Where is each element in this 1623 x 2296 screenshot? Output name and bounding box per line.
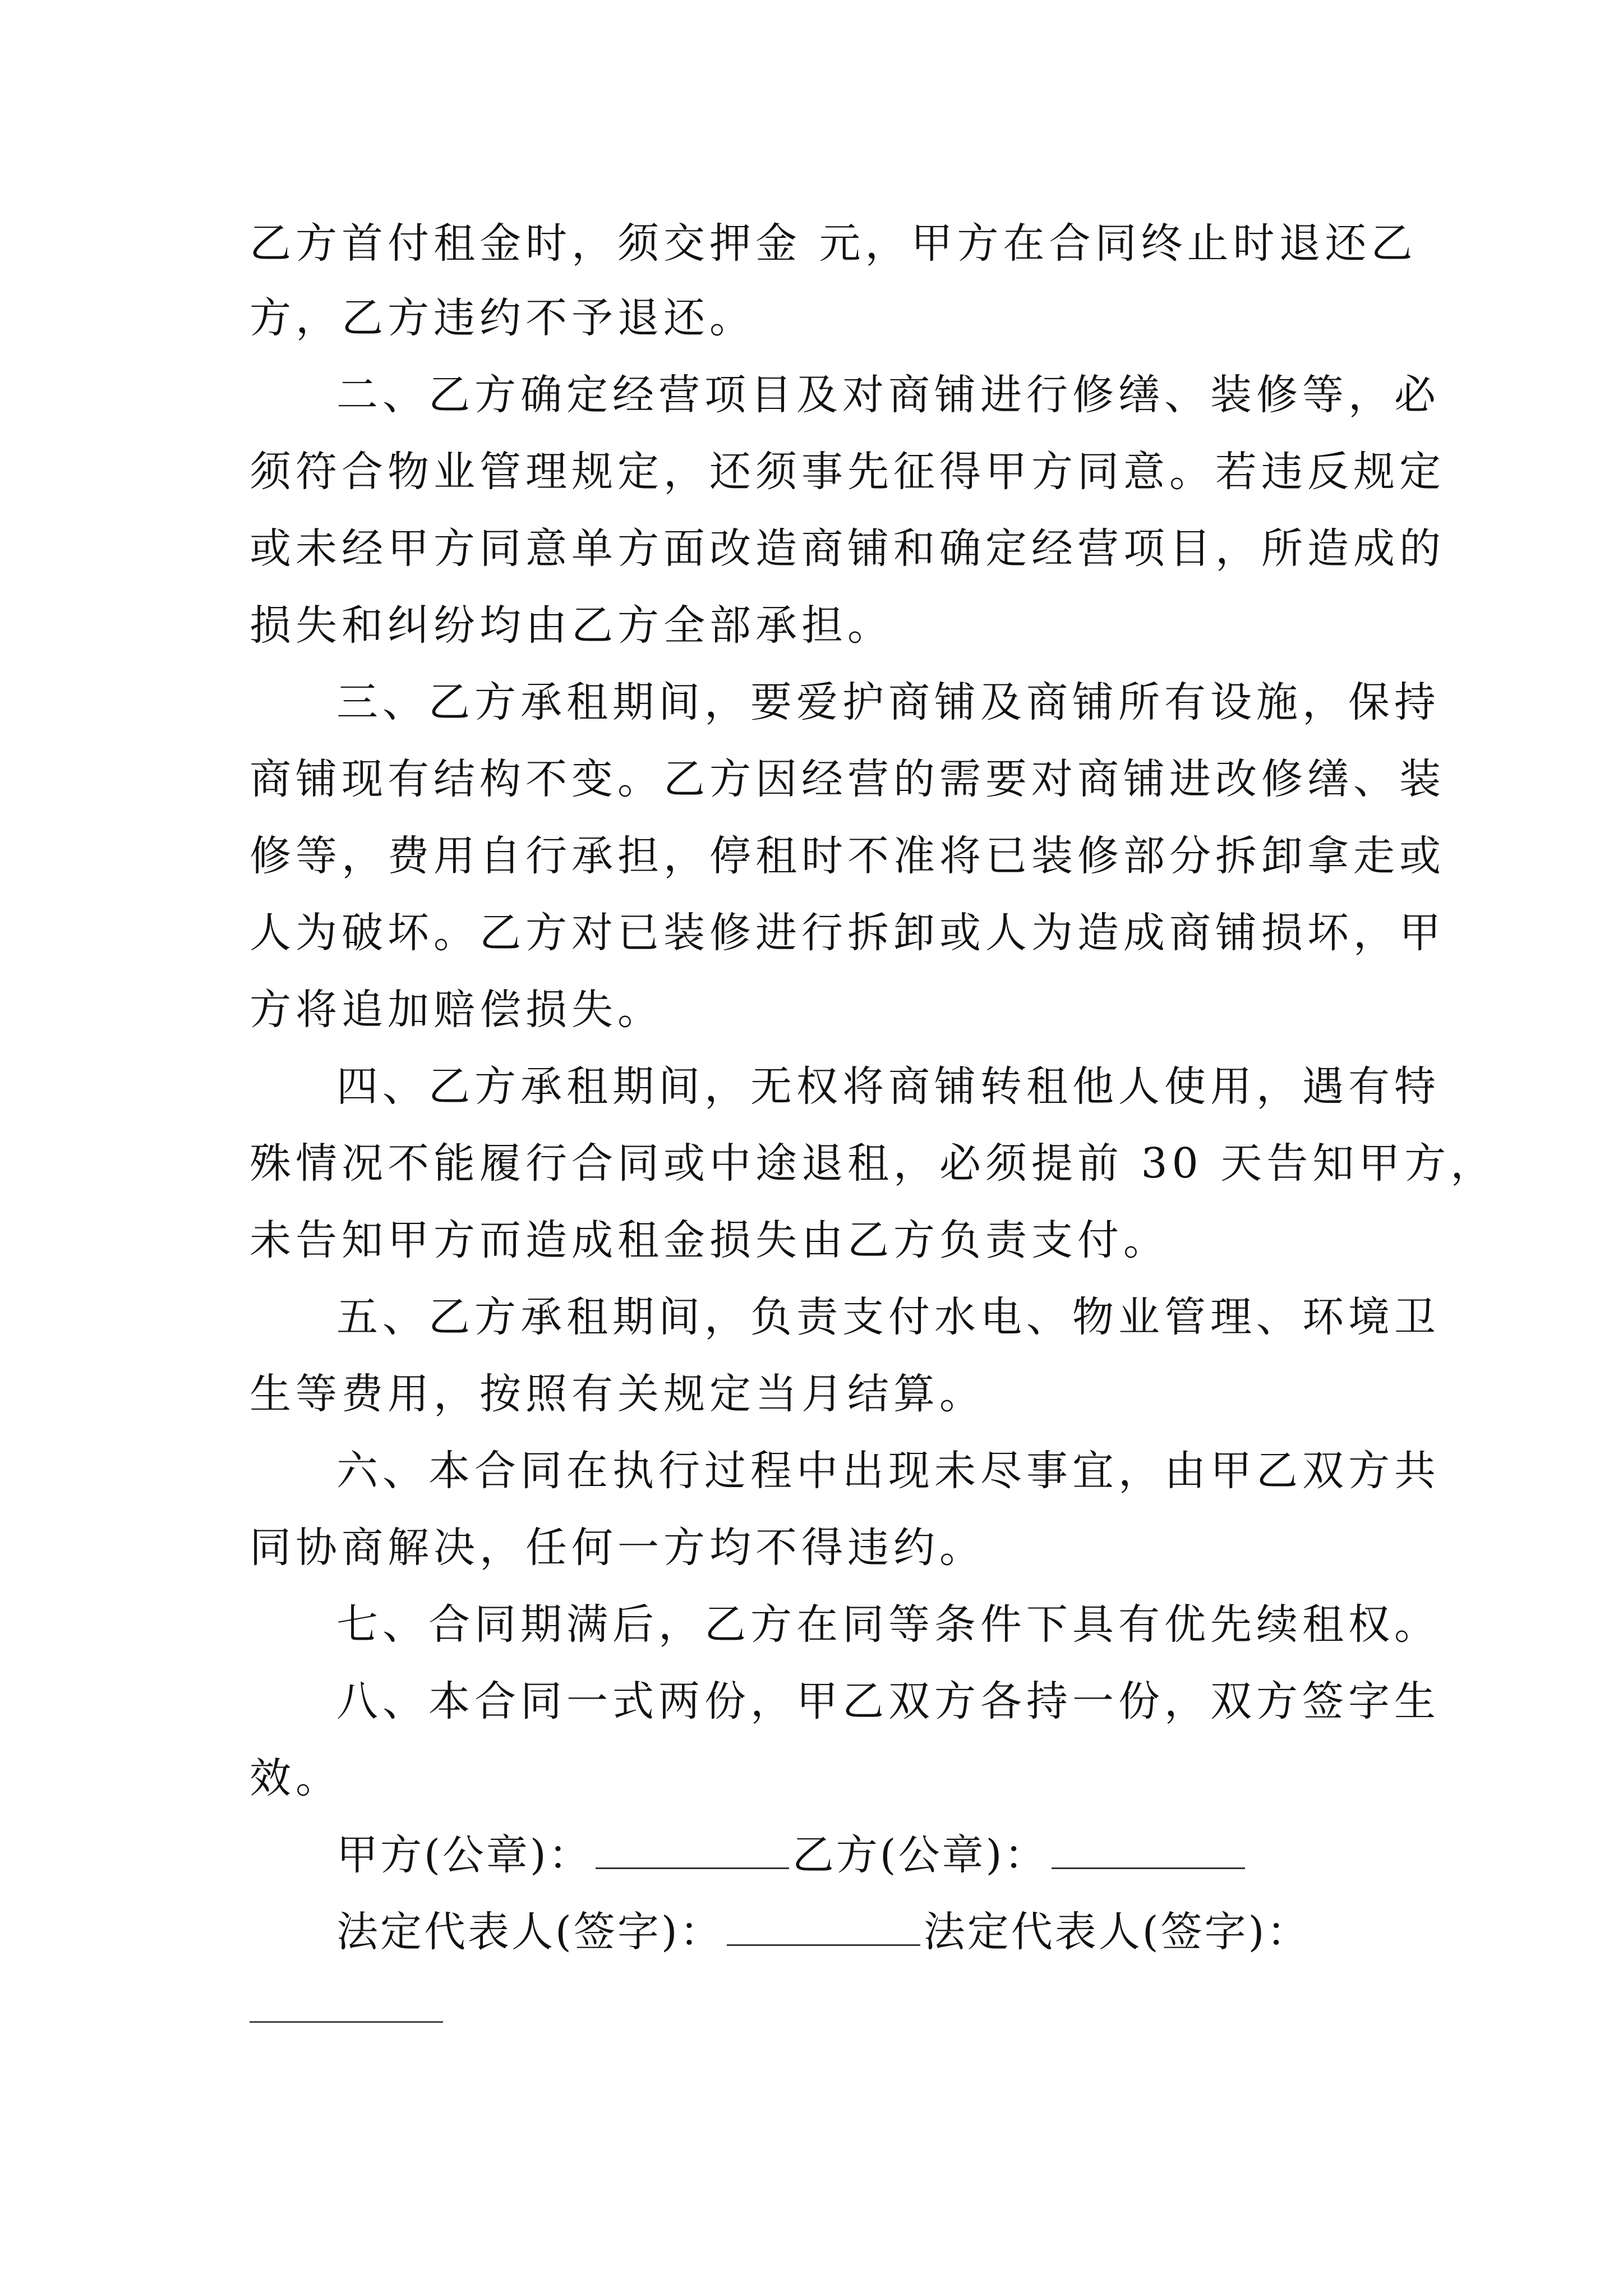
clause-4-line: 四、乙方承租期间，无权将商铺转租他人使用，遇有特 xyxy=(336,1062,1440,1111)
clause-7-line: 七、合同期满后，乙方在同等条件下具有优先续租权。 xyxy=(336,1600,1440,1649)
text-line: 或未经甲方同意单方面改造商铺和确定经营项目，所造成的 xyxy=(250,524,1445,573)
text-line: 商铺现有结构不变。乙方因经营的需要对商铺进改修缮、装 xyxy=(250,755,1445,803)
party-b-seal-blank xyxy=(1052,1865,1245,1869)
text-line: 乙方首付租金时，须交押金 元，甲方在合同终止时退还乙 xyxy=(250,219,1417,268)
text-line: 须符合物业管理规定，还须事先征得甲方同意。若违反规定 xyxy=(250,448,1445,496)
text-line: 方将追加赔偿损失。 xyxy=(250,986,663,1034)
text-line: 修等，费用自行承担，停租时不准将已装修部分拆卸拿走或 xyxy=(250,832,1445,880)
text-line: 人为破坏。乙方对已装修进行拆卸或人为造成商铺损坏，甲 xyxy=(250,909,1445,957)
representative-signature-row xyxy=(336,1908,1311,1956)
clause-3-line: 三、乙方承租期间，要爱护商铺及商铺所有设施，保持 xyxy=(336,678,1440,726)
clause-6-line: 六、本合同在执行过程中出现未尽事宜，由甲乙双方共 xyxy=(336,1447,1440,1495)
seal-signature-row xyxy=(336,1831,1248,1879)
text-line: 同协商解决，任何一方均不得违约。 xyxy=(250,1524,985,1572)
party-a-seal-label: 甲方(公章)： xyxy=(336,1831,592,1879)
text-line: 方，乙方违约不予退还。 xyxy=(250,294,755,342)
text-line: 殊情况不能履行合同或中途退租，必须提前 30 天告知甲方， xyxy=(250,1139,1497,1188)
party-a-seal-blank xyxy=(596,1865,789,1869)
party-a-rep-blank xyxy=(727,1942,920,1946)
text-line: 未告知甲方而造成租金损失由乙方负责支付。 xyxy=(250,1216,1169,1264)
party-b-rep-label: 法定代表人(签字)： xyxy=(923,1908,1311,1956)
party-b-seal-label: 乙方(公章)： xyxy=(792,1831,1048,1879)
signature-continuation-blank xyxy=(250,2021,443,2023)
text-line: 损失和纠纷均由乙方全部承担。 xyxy=(250,601,893,650)
clause-8-line: 八、本合同一式两份，甲乙双方各持一份，双方签字生 xyxy=(336,1677,1440,1726)
text-line: 生等费用，按照有关规定当月结算。 xyxy=(250,1370,985,1418)
text-line: 效。 xyxy=(250,1754,342,1802)
party-a-rep-label: 法定代表人(签字)： xyxy=(336,1908,723,1956)
clause-5-line: 五、乙方承租期间，负责支付水电、物业管理、环境卫 xyxy=(336,1293,1440,1341)
clause-2-line: 二、乙方确定经营项目及对商铺进行修缮、装修等，必 xyxy=(336,371,1440,419)
